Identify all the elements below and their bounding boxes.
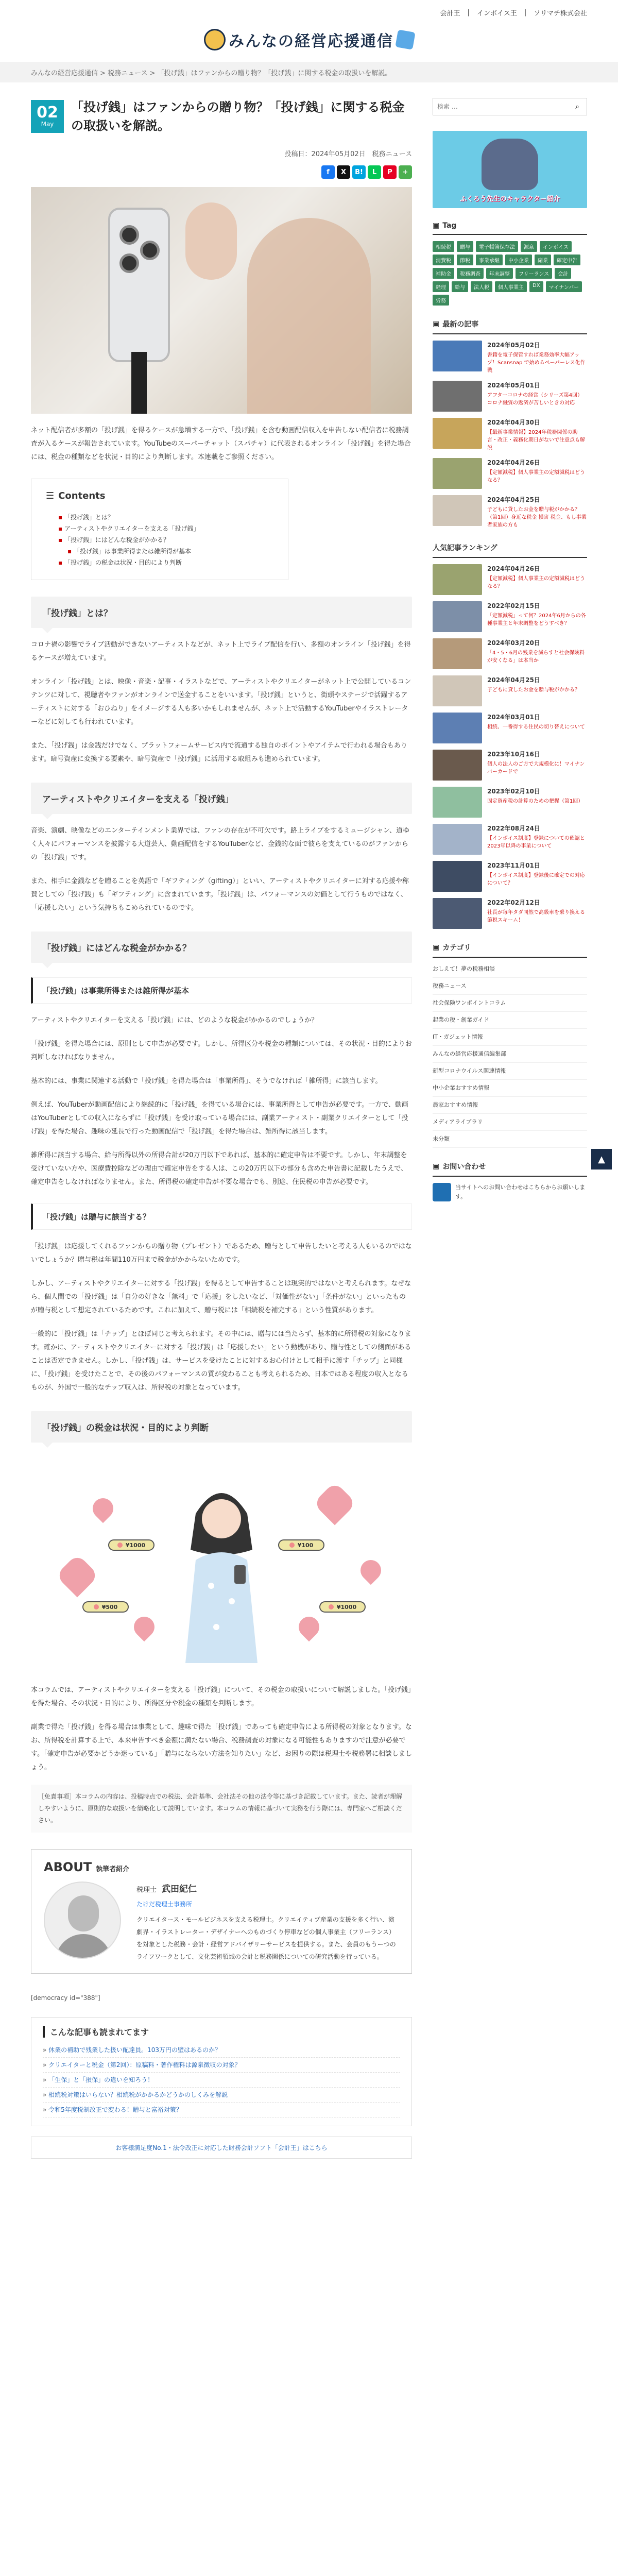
category-item[interactable]: メディアライブラリ: [433, 1114, 587, 1131]
paragraph: アーティストやクリエイターを支える「投げ銭」には、どのような税金がかかるのでしょうか？: [31, 1016, 318, 1024]
paragraph: しかし、アーティストやクリエイターに対する「投げ銭」を得るとして申告することは現実的ではないと考えられます。なぜなら、個人間での「投げ銭」は「自分の好きな「無料」で「応援」をしたいなど、「対価性がない」「条件がない」といったものが贈与税として想定されているためです。これに加えて、贈与税には「相続税を補完する」という性質があります。: [31, 1280, 411, 1314]
latest-widget-title: ▣ 最新の記事: [433, 319, 587, 334]
pinterest-icon[interactable]: P: [383, 165, 397, 179]
article-date: 2024年04月26日: [487, 565, 540, 572]
tag-widget-title: ▣ Tag: [433, 222, 587, 235]
article-thumbnail: [433, 458, 482, 489]
coin-1000: ¥1000: [108, 1539, 154, 1551]
tag-link[interactable]: 源泉: [521, 241, 537, 252]
subsection-heading: 「投げ銭」は贈与に該当する？: [31, 1204, 412, 1230]
toc-item[interactable]: ▪ アーティストやクリエイターを支える「投げ銭」: [58, 523, 273, 534]
article-thumbnail: [433, 638, 482, 669]
tag-link[interactable]: 事業承継: [476, 255, 503, 265]
tag-link[interactable]: フリーランス: [516, 268, 552, 279]
site-logo[interactable]: [204, 28, 414, 51]
category-item[interactable]: 新型コロナウイルス関連情報: [433, 1063, 587, 1080]
article-card[interactable]: [433, 601, 587, 632]
paragraph: コロナ禍の影響でライブ活動ができないアーティストなどが、ネット上でライブ配信を行い、多額のオンライン「投げ銭」を得るケースが増えています。: [31, 641, 411, 662]
article-thumbnail: [433, 824, 482, 855]
paragraph: 音楽、演劇、映像などのエンターテインメント業界では、ファンの存在が不可欠です。路上ライブをするミュージシャン、道ゆく人々にパフォーマンスを披露する大道芸人、動画配信をするYouTuberなど、金銭的な面で彼らを支えているのがファンからの「投げ銭」です。: [31, 827, 409, 861]
category-item[interactable]: おしえて！夢の税務相談: [433, 961, 587, 978]
article-title[interactable]: 社長が毎年タダ同然で高級車を乗り換える節税スキーム！: [487, 910, 585, 923]
character-banner[interactable]: [433, 131, 587, 208]
date-badge: [31, 100, 64, 133]
article-date: 2024年04月26日: [487, 459, 540, 466]
ranking-list: [433, 564, 587, 929]
tag-icon: ▣: [433, 222, 440, 230]
share-icon[interactable]: +: [399, 165, 412, 179]
tag-link[interactable]: 会計: [555, 268, 571, 279]
tag-link[interactable]: 個人事業主: [495, 281, 527, 292]
article-date: 2023年10月16日: [487, 751, 540, 758]
tag-link[interactable]: 税務調査: [457, 268, 484, 279]
link-kaikeiou[interactable]: 会計王: [440, 9, 460, 18]
intro-text: ネット配信者が多額の「投げ銭」を得るケースが急増する一方で、「投げ銭」を含む動画配信収入を申告しない配信者に税務調査が入るケースが報告されています。YouTubeのスーパーチャット（スパチャ）に代表されるオンライン「投げ銭」を得た場合には、税金の種類などを状況・目的により判断します。本連載をご参照ください。: [31, 427, 411, 461]
paragraph: 例えば、YouTuberが動画配信により継続的に「投げ銭」を得ている場合には、事業所得として申告が必要です。一方で、動画はYouTuberとしての収入にならずに「投げ銭」を受け取っている場合には、副業アーティスト・副業クリエイターとして「投げ銭」を得た場合、趣味の延長で行った動画配信で「投げ銭」を得た場合は、雑所得に該当します。: [31, 1101, 408, 1136]
owl-mascot-icon: [204, 29, 226, 50]
tag-link[interactable]: 電子帳簿保存法: [476, 241, 518, 252]
breadcrumb: [0, 62, 618, 82]
contact-widget-title: ▣ お問い合わせ: [433, 1161, 587, 1177]
toc-item[interactable]: ▪ 「投げ銭」にはどんな税金がかかる？: [58, 534, 273, 546]
share-buttons: [31, 165, 412, 179]
contact-link[interactable]: 当サイトへのお問い合わせはこちらからお願いします。: [433, 1183, 587, 1201]
article-card[interactable]: [433, 638, 587, 669]
tag-link[interactable]: 経理: [433, 281, 449, 292]
banner-caption: ふくろう先生のキャラクター紹介: [459, 195, 560, 203]
disclaimer: ［免責事項］本コラムの内容は、投稿時点での税法、会計基準、会社法その他の法令等に基づき記載しています。また、読者が理解しやすいように、原則的な取扱いを簡略化して説明しています。本コラムの情報に基づいて実務を行う際には、専門家へご相談ください。: [31, 1785, 412, 1833]
section-heading: アーティストやクリエイターを支える「投げ銭」: [31, 783, 412, 814]
ranking-widget-title: 人気記事ランキング: [433, 543, 587, 558]
related-link[interactable]: » 相続税対策はいらない？相続税がかかるかどうかのしくみを解説: [43, 2088, 400, 2103]
tag-link[interactable]: 消費税: [433, 255, 454, 265]
article-date: 2024年05月01日: [487, 382, 540, 389]
article-card[interactable]: [433, 898, 587, 929]
tag-link[interactable]: 法人税: [471, 281, 492, 292]
article-card[interactable]: [433, 787, 587, 818]
category-item[interactable]: IT・ガジェット情報: [433, 1029, 587, 1046]
paragraph: また、相手に金銭などを贈ることを英語で「ギフティング（gifting）」といい、アーティストやクリエイターに対する応援や称賛としての「投げ銭」も「ギフティング」に含まれています。「投げ銭」は、パフォーマンスの対価として行うものではなく、「応援したい」という気持ちもこめられているのです。: [31, 877, 409, 912]
article-thumbnail: [433, 675, 482, 706]
tag-cloud: [433, 241, 587, 306]
paragraph: 本コラムでは、アーティストやクリエイターを支える「投げ銭」について、その税金の取扱いについて解説しました。「投げ銭」を得た場合、その状況・目的により、所得区分や税金の種類を判断します。: [31, 1686, 411, 1707]
article-thumbnail: [433, 750, 482, 781]
post-meta: 投稿日：2024年05月02日 税務ニュース: [284, 150, 412, 158]
article-title[interactable]: 「4・5・6月の残業を減らすと社会保険料が安くなる」は本当か: [487, 650, 585, 664]
coin-1000: ¥1000: [319, 1601, 366, 1613]
article-title[interactable]: 相続、一番得する住民の切り替えについて: [487, 724, 585, 730]
tag-link[interactable]: 年末調整: [486, 268, 513, 279]
toc-title: Contents: [58, 490, 106, 501]
article-title[interactable]: 子どもに貸したお金を贈与税がかかる？（第1回）身近な税金 損害 税金、もし事業者家族の方も: [487, 507, 587, 528]
article-date: 2023年02月10日: [487, 788, 540, 795]
section-heading: 「投げ銭」の税金は状況・目的により判断: [31, 1411, 412, 1443]
article-card[interactable]: [433, 341, 587, 375]
paragraph: 一般的に「投げ銭」は「チップ」とほぼ同じと考えられます。その中には、贈与には当たらず、基本的に所得税の対象になります。確かに、アーティストやクリエイターに対する「投げ銭」は「応援したい」という動機があり、贈与性としての側面があることは否定できません。しかし、「投げ銭」は、サービスを受けたことに対するお心付けとして相手に渡す「チップ」と同様に、「投げ銭」を受けたことで、その後のパフォーマンスの質が変わることも考えられるため、日本ではある程度の収入となるものが、外国で一般的なチップ収入は、所得税の対象となっています。: [31, 1330, 411, 1392]
toc-item[interactable]: ▪ 「投げ銭」の税金は状況・目的により判断: [58, 557, 273, 568]
search-icon[interactable]: ⌕: [568, 98, 587, 115]
category-item[interactable]: 社会保険ワンポイントコラム: [433, 995, 587, 1012]
author-bio: クリエイタース・モールビジネスを支える税理士。クリエイティブ産業の支援を多く行い、演劇界・イラストレーター・デザイナーへのものづくり停車などの個人事業主（フリーランス）を対象とした税務・会計・経営アドバイザリーサービスを提供する。また、会員のもうーつのライフワークとして、文化芸術領域の会計と税務関係についての研究活動を行っている。: [136, 1916, 396, 1960]
cta-link[interactable]: お客様満足度No.1・法令改正に対応した財務会計ソフト「会計王」はこちら: [31, 2137, 412, 2159]
category-item[interactable]: 農家おすすめ情報: [433, 1097, 587, 1114]
tag-link[interactable]: 相続税: [433, 241, 454, 252]
article-date: 2024年04月30日: [487, 419, 540, 426]
article-title[interactable]: 【インボイス制度】登録についての確認と2023年以降の事業について: [487, 836, 585, 849]
tag-link[interactable]: 労務: [433, 295, 449, 306]
author-name: 税理士 武田紀仁: [136, 1884, 197, 1894]
scroll-to-top-button[interactable]: ▲: [591, 1149, 612, 1170]
article-card[interactable]: [433, 824, 587, 855]
paragraph: 基本的には、事業に関連する活動で「投げ銭」を得た場合は「事業所得」、そうでなければ「雑所得」に該当します。: [31, 1077, 382, 1085]
date-month: May: [41, 121, 54, 128]
article-card[interactable]: [433, 418, 587, 452]
search-box: [433, 98, 587, 115]
tag-link[interactable]: 確定申告: [554, 255, 580, 265]
breadcrumb-text[interactable]: みんなの経営応援通信 > 税務ニュース > 「投げ銭」はファンからの贈り物？「投げ銭」に関する税金の取扱いを解説。: [31, 69, 392, 77]
list-icon: ☰: [46, 490, 55, 501]
section-heading: 「投げ銭」にはどんな税金がかかる？: [31, 931, 412, 963]
article-thumbnail: [433, 713, 482, 743]
x-icon[interactable]: X: [337, 165, 350, 179]
article-date: 2022年08月24日: [487, 825, 540, 832]
article-title[interactable]: 【最新事業情報】2024年税務関係の助言・改正・義務化期日がないで注意点も解説: [487, 430, 585, 451]
article-date: 2022年02月15日: [487, 602, 540, 609]
category-item[interactable]: 未分類: [433, 1131, 587, 1148]
category-item[interactable]: 中小企業おすすめ情報: [433, 1080, 587, 1097]
author-link[interactable]: たけだ税理士事務所: [136, 1901, 193, 1908]
tag-link[interactable]: 節税: [457, 255, 473, 265]
article-card[interactable]: [433, 495, 587, 529]
line-icon[interactable]: L: [368, 165, 381, 179]
page-title: 「投げ銭」はファンからの贈り物？「投げ銭」に関する税金の取扱いを解説。: [71, 100, 405, 133]
article-thumbnail: [433, 381, 482, 412]
link-invoice[interactable]: インボイス王: [476, 9, 517, 18]
article-date: 2024年04月25日: [487, 676, 540, 684]
link-sorimachi[interactable]: ソリマチ株式会社: [534, 9, 587, 18]
article-card[interactable]: [433, 713, 587, 743]
article-thumbnail: [433, 341, 482, 371]
article-thumbnail: [433, 564, 482, 595]
tag-link[interactable]: 贈与: [457, 241, 473, 252]
article-thumbnail: [433, 787, 482, 818]
paragraph: 雑所得に該当する場合、給与所得以外の所得合計が20万円以下であれば、基本的に確定申告は不要です。しかし、年末調整を受けていない方や、医療費控除などの理由で確定申告をする人は、この20万円以下の部分も含めた申告書に記載したうえで、確定申告をしなければなりません。また、所得税の確定申告が不要な場合でも、別途、住民税の申告が必要です。: [31, 1151, 408, 1186]
article-date: 2024年03月20日: [487, 639, 540, 647]
toc-item[interactable]: ▪ 「投げ銭」とは？: [58, 512, 273, 523]
related-link[interactable]: » クリエイターと税金（第2回）：原稿料・著作権料は源泉徴収の対象？: [43, 2058, 400, 2073]
woman-with-phone-illustration: [175, 1472, 268, 1668]
category-item[interactable]: 起業の税・創業ガイド: [433, 1012, 587, 1029]
logo-row: [0, 25, 618, 55]
facebook-icon[interactable]: f: [321, 165, 335, 179]
top-links: 会計王 | インボイス王 | ソリマチ株式会社: [440, 8, 587, 18]
toc-item[interactable]: ▪ 「投げ銭」は事業所得または雑所得が基本: [58, 546, 273, 557]
date-day: 02: [37, 104, 58, 122]
subsection-heading: 「投げ銭」は事業所得または雑所得が基本: [31, 977, 412, 1004]
coin-100: ¥100: [278, 1539, 324, 1551]
article-thumbnail: [433, 418, 482, 449]
article-title[interactable]: 【定額減税】個人事業主の定額減税はどうなる？: [487, 470, 585, 483]
article-thumbnail: [433, 861, 482, 892]
owl-character-image: [482, 139, 538, 190]
article-main: [31, 98, 412, 2159]
latest-list: [433, 341, 587, 529]
sidebar: [433, 98, 587, 2159]
article-title[interactable]: 固定資産税の計算のための把握（第1回）: [487, 799, 583, 804]
article-title[interactable]: 子どもに貸したお金を贈与税がかかる？: [487, 687, 580, 693]
article-date: 2022年02月12日: [487, 899, 540, 906]
article-title[interactable]: 【インボイス制度】登録後に確定での対応 について？: [487, 873, 585, 886]
article-thumbnail: [433, 898, 482, 929]
tag-link[interactable]: 中小企業: [505, 255, 532, 265]
shortcode-text: [democracy id="388"]: [31, 1994, 100, 2002]
tag-link[interactable]: DX: [529, 281, 543, 292]
related-articles: [31, 2017, 412, 2126]
tag-link[interactable]: 補助金: [433, 268, 454, 279]
tipping-illustration: [31, 1457, 412, 1673]
related-title: こんな記事も読まれてます: [43, 2026, 400, 2038]
folder-icon: ▣: [433, 943, 440, 952]
article-title[interactable]: 「定額減税」って何？2024年6月からの各種事業主と年末調整をどうすべき？: [487, 613, 586, 626]
article-card[interactable]: [433, 381, 587, 412]
author-avatar: [44, 1882, 121, 1959]
category-item[interactable]: みんなの経営応援通信編集部: [433, 1046, 587, 1063]
article-card[interactable]: [433, 861, 587, 892]
article-card[interactable]: [433, 564, 587, 595]
table-of-contents: [31, 479, 288, 580]
article-title[interactable]: アフターコロナの経営（シリーズ第4回）コロナ融資の返済が苦しいときの対応: [487, 393, 583, 406]
mail-icon: ▣: [433, 1162, 440, 1171]
author-box: [31, 1849, 412, 1974]
tag-link[interactable]: 副業: [535, 255, 551, 265]
contact-icon: [433, 1183, 451, 1201]
related-link[interactable]: » 令和5年度税制改正で変わる！贈与と富裕対策？: [43, 2103, 400, 2117]
paragraph: また、「投げ銭」は金銭だけでなく、プラットフォームサービス内で流通する独自のポイントやアイテムで行われる場合もあります。暗号資産に変換する要素や、暗号資産で「投げ銭」に活用する取組みも進められています。: [31, 742, 407, 763]
article-card[interactable]: [433, 750, 587, 781]
paragraph: 副業で得た「投げ銭」を得る場合は事業として、趣味で得た「投げ銭」であっても確定申告による所得税の対象となります。なお、所得税を計算する上で、本来申告すべき金額に満たない場合、税務調査の対象になる可能性もありますので注意が必要です。「確定申告が必要かどうか迷っている」「贈与にならない方法を知りたい」など、お困りの際は税理士や税務署に相談しましょう。: [31, 1723, 412, 1771]
search-input[interactable]: [433, 98, 568, 115]
article-title[interactable]: 【定額減税】個人事業主の定額減税はどうなる？: [487, 576, 585, 589]
article-card[interactable]: [433, 458, 587, 489]
category-list: [433, 961, 587, 1148]
article-date: 2024年05月02日: [487, 342, 540, 349]
logo-text: みんなの経営応援通信: [229, 32, 393, 50]
article-title[interactable]: 書籍を電子保管すれば業務効率大幅アップ！Scansnap で始めるペーパーレス化作戦: [487, 352, 586, 374]
category-item[interactable]: 税務ニュース: [433, 978, 587, 995]
book-icon: [395, 29, 415, 49]
coin-500: ¥500: [82, 1601, 129, 1613]
related-link[interactable]: » 「生保」と「損保」の違いを知ろう！: [43, 2073, 400, 2088]
article-date: 2023年11月01日: [487, 862, 540, 869]
tag-link[interactable]: 給与: [452, 281, 468, 292]
article-date: 2024年04月25日: [487, 496, 540, 503]
article-title[interactable]: 個人の法人のご方で大規模化に！マイナンバーカードで: [487, 761, 585, 775]
paragraph: 「投げ銭」を得た場合には、原則として申告が必要です。しかし、所得区分や税金の種類については、その状況・目的によりお判断しなければなりません。: [31, 1040, 412, 1061]
list-icon: ▣: [433, 320, 440, 328]
tag-link[interactable]: マイナンバー: [546, 281, 582, 292]
paragraph: オンライン「投げ銭」とは、映像・音楽・記事・イラストなどで、アーティストやクリエイターがネット上で公開しているコンテンツに対して、視聴者やファンがオンラインで送金することをいいます。「投げ銭」というと、街頭やステージで活躍するアーティストに対する「おひねり」をイメージする人も多いかもしれませんが、ネット上で活動するYouTuberやイラストレーターなどに対しても行われています。: [31, 678, 411, 726]
tag-link[interactable]: インボイス: [540, 241, 572, 252]
article-card[interactable]: [433, 675, 587, 706]
article-date: 2024年03月01日: [487, 714, 540, 721]
paragraph: 「投げ銭」は応援してくれるファンからの贈り物（プレゼント）であるため、贈与として申告したいと考える人もいるのではないでしょうか？贈与税は年間110万円まで税金がかからないためです。: [31, 1243, 412, 1264]
hero-image: [31, 187, 412, 414]
about-heading: ABOUT 執筆者紹介: [44, 1860, 130, 1874]
article-thumbnail: [433, 601, 482, 632]
related-link[interactable]: » 休業の補助で残業した扱い配達員。103万円の壁はあるのか？: [43, 2043, 400, 2058]
category-widget-title: ▣ カテゴリ: [433, 942, 587, 958]
article-thumbnail: [433, 495, 482, 526]
section-heading: 「投げ銭」とは？: [31, 597, 412, 628]
hatena-icon[interactable]: B!: [352, 165, 366, 179]
